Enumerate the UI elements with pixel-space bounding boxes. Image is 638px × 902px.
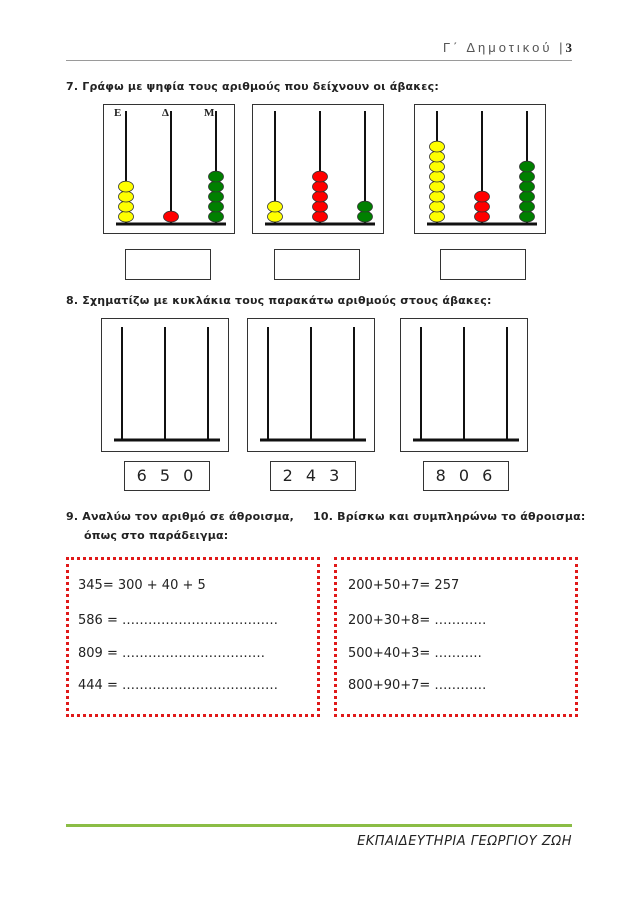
abacus-bead-hundreds [430,181,445,192]
question-7-text: 7. Γράφω με ψηφία τους αριθμούς που δείχνουν οι άβακες: [66,80,439,93]
abacus-bead-units [520,161,535,172]
abacus-drawing-2 [253,105,383,233]
abacus-bead-units [520,211,535,222]
header-separator: | [559,40,566,55]
abacus-bead-tens [475,201,490,212]
abacus-bead-tens [313,191,328,202]
abacus-7-2 [252,104,384,234]
abacus-bead-hundreds [119,201,134,212]
empty-abacus-8-3[interactable] [400,318,528,452]
abacus-bead-units [520,191,535,202]
empty-abacus-drawing-2 [248,319,374,451]
q9-line-809[interactable]: 809 = …………………………… [78,646,265,661]
answer-box-7-1[interactable] [125,249,211,280]
answer-box-7-3[interactable] [440,249,526,280]
abacus-bead-units [520,201,535,212]
number-box-8-2: 2 4 3 [270,461,356,491]
abacus-bead-tens [164,211,179,222]
q10-line-2[interactable]: 200+30+8= ………… [348,613,487,628]
number-box-8-3: 8 0 6 [423,461,509,491]
abacus-bead-hundreds [430,191,445,202]
abacus-bead-tens [475,211,490,222]
q9-line-586[interactable]: 586 = ……………………………… [78,613,278,628]
page-number: 3 [565,40,572,55]
rod-label-e: Ε [114,107,122,119]
abacus-bead-hundreds [268,201,283,212]
abacus-bead-hundreds [430,201,445,212]
abacus-bead-units [209,171,224,182]
q10-line-3[interactable]: 500+40+3= ……….. [348,646,482,661]
abacus-bead-hundreds [268,211,283,222]
abacus-bead-hundreds [430,161,445,172]
abacus-bead-tens [313,171,328,182]
abacus-bead-tens [313,211,328,222]
abacus-bead-tens [313,201,328,212]
abacus-bead-units [520,181,535,192]
abacus-bead-hundreds [430,171,445,182]
q9-line-444[interactable]: 444 = ……………………………… [78,678,278,693]
abacus-bead-hundreds [119,191,134,202]
abacus-bead-hundreds [430,151,445,162]
empty-abacus-8-1[interactable] [101,318,229,452]
footer-rule [66,824,572,827]
empty-abacus-8-2[interactable] [247,318,375,452]
question-9-text-line1: 9. Αναλύω τον αριθμό σε άθροισμα, [66,510,295,523]
footer-text: ΕΚΠΑΙΔΕΥΤΗΡΙΑ ΓΕΩΡΓΙΟΥ ΖΩΗ [357,834,572,849]
rod-label-m: Μ [204,107,215,119]
abacus-bead-units [209,201,224,212]
question-8-text: 8. Σχηματίζω με κυκλάκια τους παρακάτω αριθμούς στους άβακες: [66,294,492,307]
abacus-7-3 [414,104,546,234]
header-title: Γ΄ Δημοτικού [442,40,553,55]
q10-example-line: 200+50+7= 257 [348,578,460,593]
abacus-bead-units [209,181,224,192]
q9-example-line: 345= 300 + 40 + 5 [78,578,206,593]
abacus-bead-units [209,211,224,222]
abacus-drawing-1 [104,105,234,233]
answer-box-7-2[interactable] [274,249,360,280]
abacus-drawing-3 [415,105,545,233]
abacus-bead-units [358,201,373,212]
abacus-bead-units [358,211,373,222]
abacus-bead-units [209,191,224,202]
empty-abacus-drawing-1 [102,319,228,451]
page-header [443,40,572,56]
question-10-text: 10. Βρίσκω και συμπληρώνω το άθροισμα: [313,510,586,523]
abacus-bead-units [520,171,535,182]
abacus-bead-hundreds [119,211,134,222]
number-box-8-1: 6 5 0 [124,461,210,491]
question-9-text-line2: όπως στο παράδειγμα: [84,529,229,542]
abacus-bead-tens [475,191,490,202]
abacus-bead-hundreds [430,141,445,152]
abacus-bead-hundreds [430,211,445,222]
q10-line-4[interactable]: 800+90+7= ………… [348,678,487,693]
abacus-bead-tens [313,181,328,192]
abacus-bead-hundreds [119,181,134,192]
rod-label-d: Δ [162,107,169,119]
empty-abacus-drawing-3 [401,319,527,451]
header-rule [66,60,572,61]
abacus-7-1 [103,104,235,234]
